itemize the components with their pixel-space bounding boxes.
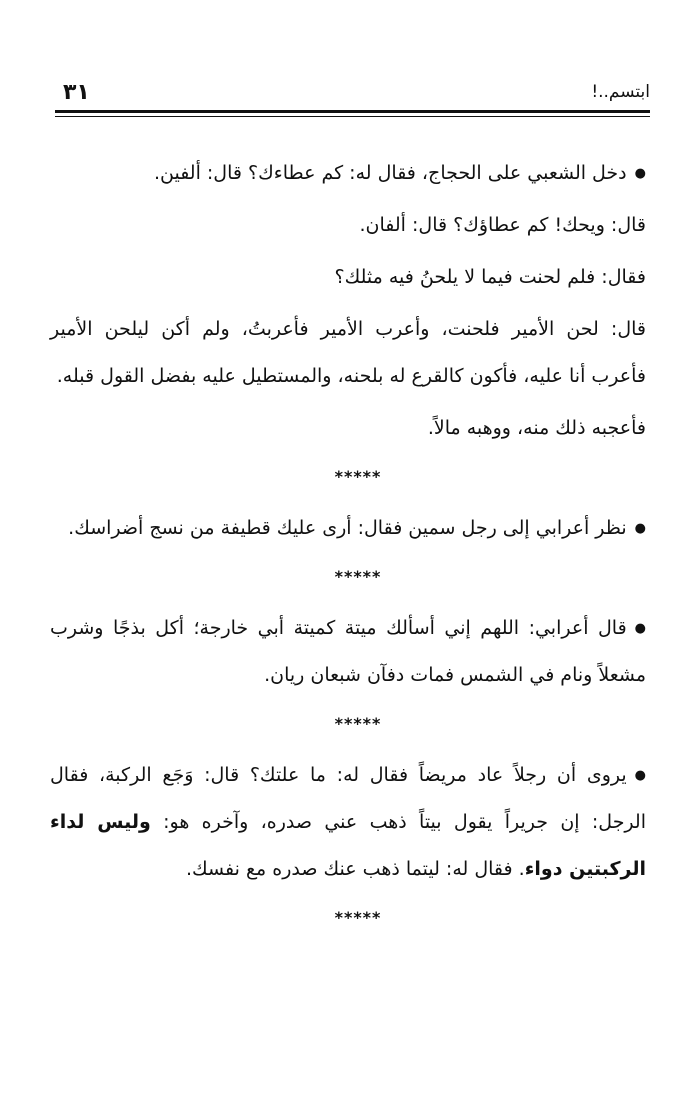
- page-content: [50, 150, 646, 946]
- entry-1-para-2: قال: ويحك! كم عطاؤك؟ قال: ألفان.: [359, 214, 646, 236]
- entry-3-para-1: ● قال أعرابي: اللهم إني أسألك ميتة كميتة أبي خارجة؛ أكل بذجًا وشرب مشعلاً ونام في الشمس فمات دفآن شبعان ريان.: [50, 605, 646, 699]
- page-number: ٣١: [63, 80, 90, 105]
- entry-1-para-4: قال: لحن الأمير فلحنت، وأعرب الأمير فأعربتُ، ولم أكن ليلحن الأمير فأعرب أنا عليه، فأكون كالقرع له بلحنه، والمستطيل عليه بفضل القول قبله.: [50, 318, 646, 387]
- entry-1-para-3: فقال: فلم لحنت فيما لا يلحنُ فيه مثلك؟: [334, 266, 646, 288]
- header-rule-thick: [55, 110, 650, 113]
- entry-4-bold-quote: وليس لداء الركبتين دواء: [50, 811, 646, 880]
- entry-1-para-1: ● دخل الشعبي على الحجاج، فقال له: كم عطاءك؟ قال: ألفين.: [50, 150, 646, 197]
- running-title: ابتسم..!: [591, 82, 650, 102]
- separator-1: *****: [334, 467, 382, 486]
- header-rule-thin: [55, 116, 650, 117]
- entry-4-para-1: [50, 752, 646, 893]
- separator-2: *****: [334, 567, 382, 586]
- entry-4-tail: . فقال له: ليتما ذهب عنك صدره مع نفسك.: [186, 858, 525, 880]
- page-header: [55, 80, 650, 110]
- entry-1-para-5: فأعجبه ذلك منه، ووهبه مالاً.: [427, 417, 646, 439]
- entry-2-para-1: ● نظر أعرابي إلى رجل سمين فقال: أرى عليك قطيفة من نسج أضراسك.: [50, 505, 646, 552]
- entry-4-text: يروى أن رجلاً عاد مريضاً فقال له: ما علتك؟ قال: وَجَع الركبة، فقال الرجل: إن جريراً يقول بيتاً ذهب عني صدره، وآخره هو:: [50, 764, 646, 833]
- separator-4: *****: [334, 908, 382, 927]
- separator-3: *****: [334, 714, 382, 733]
